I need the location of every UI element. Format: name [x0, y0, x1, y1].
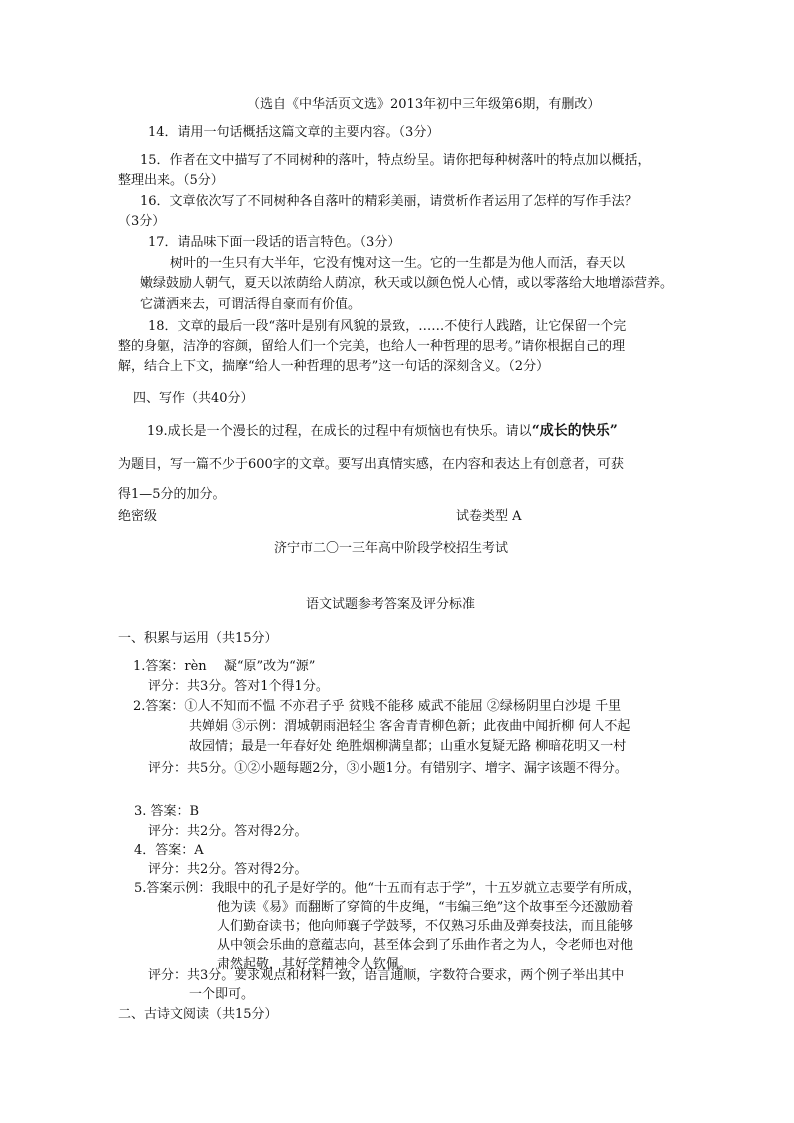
- answer-5-line-2: 他为读《易》而翻断了穿简的牛皮绳，“韦编三绝”这个故事至今还激励着: [217, 900, 634, 915]
- secret-level-label: 绝密级: [118, 509, 158, 524]
- question-19-line-2: 为题目，写一篇不少于600字的文章。要写出真情实感，在内容和表达上有创意者，可获: [118, 457, 624, 472]
- answer-4-scoring: 评分：共2分。答对得2分。: [148, 862, 308, 877]
- paper-type-label: 试卷类型 A: [456, 509, 522, 524]
- answer-3: 3. 答案：B: [134, 804, 200, 819]
- question-18-line-3: 解，结合上下文，揣摩“给人一种哲理的思考”这一句话的深刻含义。（2分）: [118, 359, 550, 374]
- exam-title: 济宁市二〇一三年高中阶段学校招生考试: [274, 541, 509, 556]
- answer-2-line-3: 故园情；最是一年春好处 绝胜烟柳满皇都；山重水复疑无路 柳暗花明又一村: [189, 739, 627, 754]
- source-note: （选自《中华活页文选》2013年初中三年级第6期，有删改）: [247, 97, 601, 112]
- question-17-quote-line-2: 嫩绿鼓励人朝气，夏天以浓荫给人荫凉，秋天或以颜色悦人心情，或以零落给大地增添营养。: [140, 276, 674, 291]
- question-19-line-3: 得1—5分的加分。: [118, 487, 226, 502]
- answer-5-line-1: 5.答案示例：我眼中的孔子是好学的。他“十五而有志于学”，十五岁就立志要学有所成，: [134, 881, 641, 896]
- answer-key-title: 语文试题参考答案及评分标准: [306, 597, 476, 612]
- answer-5-scoring-line-2: 一个即可。: [189, 987, 255, 1002]
- question-14: 14．请用一句话概括这篇文章的主要内容。（3分）: [148, 125, 440, 140]
- question-18-line-2: 整的身躯，洁净的容颜，留给人们一个完美，也给人一种哲理的思考。”请你根据自己的理: [118, 339, 626, 354]
- section-writing-heading: 四、写作（共40分）: [133, 391, 254, 406]
- question-18-line-1: 18．文章的最后一段“落叶是别有风貌的景致，……不使行人践踏，让它保留一个完: [148, 319, 627, 334]
- section-2-heading: 二、古诗文阅读（共15分）: [118, 1007, 278, 1022]
- question-17-quote-line-1: 树叶的一生只有大半年，它没有愧对这一生。它的一生都是为他人而活，春天以: [170, 256, 626, 271]
- answer-2-line-1: 2.答案：①人不知而不愠 不亦君子乎 贫贱不能移 威武不能屈 ②绿杨阴里白沙堤 千里: [133, 699, 622, 714]
- answer-2-line-2: 共婵娟 ③示例：渭城朝雨浥轻尘 客舍青青柳色新；此夜曲中闻折柳 何人不起: [189, 719, 631, 734]
- essay-title: “成长的快乐”: [531, 423, 618, 439]
- question-19-prompt: 19.成长是一个漫长的过程，在成长的过程中有烦恼也有快乐。请以: [147, 424, 532, 439]
- question-15-line-1: 15．作者在文中描写了不同树种的落叶，特点纷呈。请你把每种树落叶的特点加以概括，: [140, 153, 651, 168]
- answer-2-scoring: 评分：共5分。①②小题每题2分，③小题1分。有错别字、增字、漏字该题不得分。: [148, 761, 628, 776]
- answer-1-scoring: 评分：共3分。答对1个得1分。: [148, 679, 329, 694]
- answer-5-line-5: 肃然起敬，其好学精神令人钦佩。: [217, 957, 413, 972]
- answer-5-scoring-line-1: 评分：共3分。要求观点和材料一致，语言通顺，字数符合要求，两个例子举出其中: [148, 968, 625, 983]
- question-16-line-1: 16．文章依次写了不同树种各自落叶的精彩美丽，请赏析作者运用了怎样的写作手法？: [140, 194, 638, 209]
- question-17: 17．请品味下面一段话的语言特色。（3分）: [148, 235, 401, 250]
- answer-3-scoring: 评分：共2分。答对得2分。: [148, 824, 308, 839]
- question-16-line-2: （3分）: [118, 214, 166, 229]
- question-17-quote-line-3: 它潇洒来去，可谓活得自豪而有价值。: [140, 297, 362, 312]
- section-1-heading: 一、积累与运用（共15分）: [118, 631, 278, 646]
- question-19-line-1: [147, 422, 618, 441]
- answer-5-line-3: 人们勤奋读书；他向师襄子学鼓琴，不仅熟习乐曲及弹奏技法，而且能够: [217, 919, 634, 934]
- question-15-line-2: 整理出来。（5分）: [118, 173, 224, 188]
- answer-1: 1.答案：rèn 凝“原”改为“源”: [133, 659, 316, 674]
- answer-4: 4．答案：A: [134, 843, 204, 858]
- answer-5-line-4: 从中领会乐曲的意蕴志向，甚至体会到了乐曲作者之为人，令老师也对他: [217, 938, 634, 953]
